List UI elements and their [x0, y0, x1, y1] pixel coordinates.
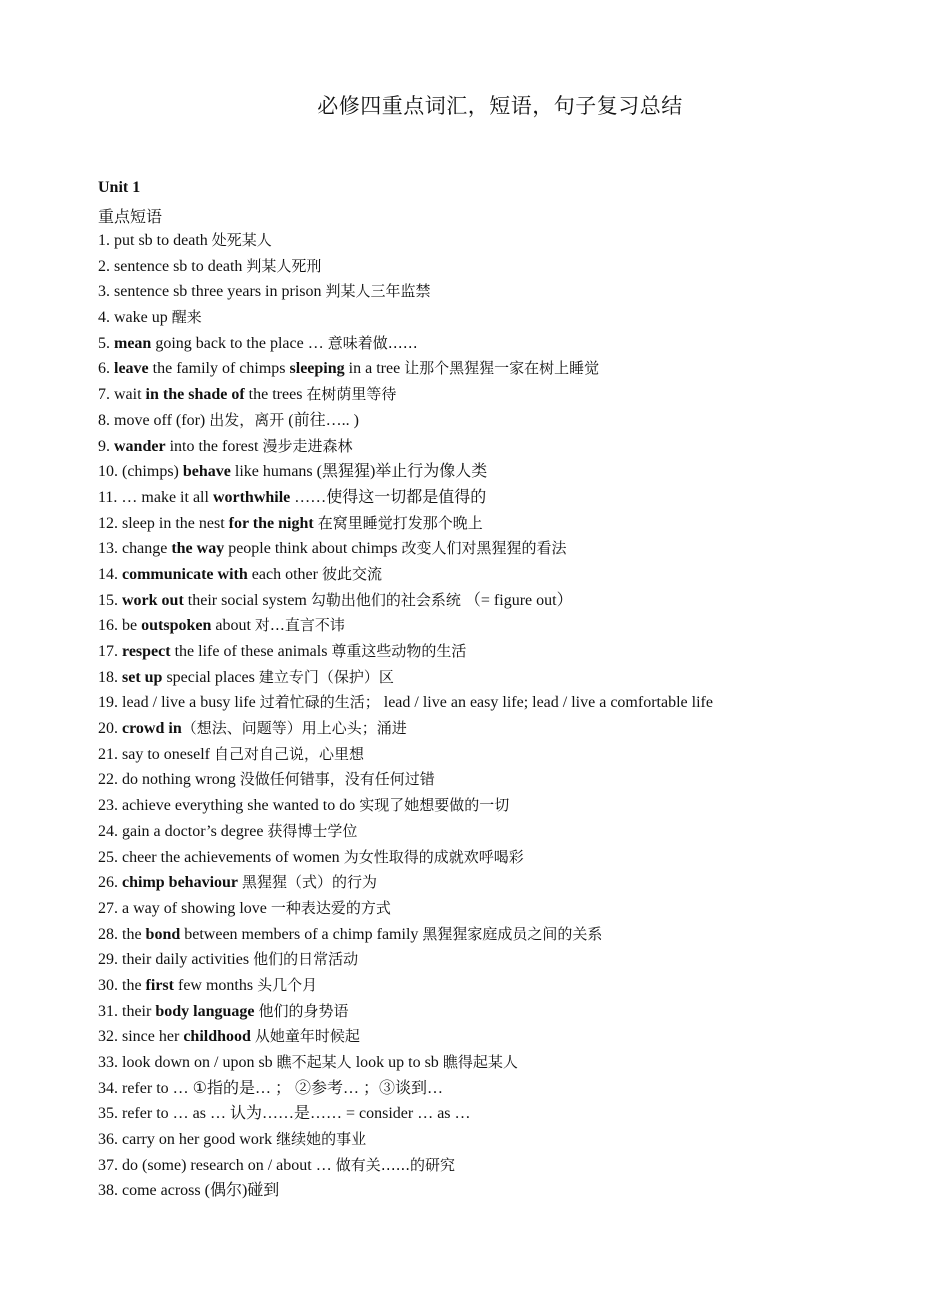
- phrase-text: 22. do nothing wrong: [98, 771, 240, 789]
- phrase-text: 26.: [98, 874, 122, 892]
- list-item: [98, 1127, 943, 1153]
- phrase-text: 漫步走进森林: [262, 436, 353, 455]
- bold-phrase: respect: [122, 643, 171, 660]
- list-item: [98, 485, 943, 511]
- phrase-text: 醒来: [171, 308, 202, 327]
- list-item: [98, 870, 943, 896]
- list-item: [98, 793, 943, 819]
- phrase-text: 15.: [98, 591, 122, 609]
- phrase-text: 7. wait: [98, 386, 146, 404]
- phrase-text: 一种表达爱的方式: [270, 898, 391, 917]
- phrase-text: （= figure out）: [460, 591, 573, 609]
- phrase-text: 6.: [98, 360, 114, 378]
- phrase-text: 29. their daily activities: [98, 951, 254, 969]
- phrase-text: 没做任何错事，没有任何过错: [239, 770, 435, 789]
- list-item: [98, 228, 943, 254]
- phrase-text: going back to the place …: [151, 334, 328, 352]
- bold-phrase: childhood: [183, 1028, 251, 1046]
- phrase-text: 4. wake up: [98, 309, 172, 327]
- phrase-text: 为女性取得的成就欢呼喝彩: [343, 847, 524, 866]
- phrase-text: 在树荫里等待: [306, 385, 397, 404]
- list-item: [98, 665, 943, 691]
- phrase-text: (前往….. ): [284, 411, 359, 429]
- bold-phrase: leave: [114, 360, 149, 378]
- phrase-text: 35. refer to … as … 认为……是…… = consider … as …: [98, 1105, 471, 1123]
- phrase-text: 5.: [98, 334, 114, 352]
- phrase-text: 30. the: [98, 976, 146, 994]
- phrase-text: look up to sb: [351, 1054, 443, 1071]
- list-item: [98, 1101, 943, 1127]
- phrase-text: 他们的身势语: [258, 1001, 349, 1020]
- phrase-text: 他们的日常活动: [253, 950, 359, 969]
- phrase-text: 建立专门（保护）区: [258, 667, 394, 686]
- phrase-text: 27. a way of showing love: [98, 899, 271, 917]
- phrase-text: 在窝里睡觉打发那个晚上: [317, 513, 483, 532]
- phrase-text: 1. put sb to death: [98, 232, 212, 249]
- list-item: [98, 690, 943, 716]
- bold-phrase: the way: [171, 540, 225, 558]
- list-item: [98, 845, 943, 871]
- phrase-text: 处死某人: [211, 231, 272, 249]
- phrase-text: 3. sentence sb three years in prison: [98, 283, 326, 301]
- phrase-text: 21. say to oneself: [98, 745, 214, 763]
- phrase-text: 28. the: [98, 925, 146, 943]
- phrase-text: 31. their: [98, 1002, 156, 1020]
- list-item: [98, 279, 943, 305]
- phrase-text: 瞧不起某人: [276, 1053, 352, 1071]
- document-title: 必修四重点词汇，短语，句子复习总结: [317, 94, 683, 118]
- phrase-text: 36. carry on her good work: [98, 1131, 277, 1149]
- phrase-text: 做有关…...的研究: [335, 1155, 456, 1174]
- phrase-text: 改变人们对黑猩猩的看法: [401, 539, 567, 558]
- bold-phrase: bond: [145, 925, 181, 943]
- phrase-text: the trees: [244, 386, 307, 404]
- list-item: [98, 973, 943, 999]
- list-item: [98, 1024, 943, 1050]
- phrase-text: between members of a chimp family: [180, 925, 423, 943]
- unit-heading: Unit 1: [98, 179, 141, 196]
- phrase-text: （想法、问题等）用上心头；涌进: [181, 719, 407, 738]
- phrase-text: ……使得这一切都是值得的: [290, 488, 487, 506]
- bold-phrase: communicate with: [122, 565, 248, 583]
- list-item: [98, 254, 943, 280]
- bold-phrase: crowd in: [122, 720, 182, 738]
- phrase-text: each other: [247, 565, 322, 583]
- list-item: [98, 408, 943, 434]
- list-item: [98, 922, 943, 948]
- phrase-text: 尊重这些动物的生活: [331, 642, 467, 660]
- phrase-text: like humans (黑猩猩)举止行为像人类: [230, 463, 488, 481]
- phrase-text: 黑猩猩（式）的行为: [242, 873, 378, 892]
- phrase-text: 实现了她想要做的一切: [359, 796, 510, 815]
- phrase-text: the family of chimps: [148, 360, 290, 378]
- phrase-text: 判某人死刑: [246, 256, 322, 275]
- phrase-text: 20.: [98, 720, 122, 738]
- list-item: [98, 434, 943, 460]
- phrase-text: their social system: [183, 591, 311, 609]
- phrase-text: 彼此交流: [321, 564, 382, 583]
- list-item: [98, 716, 943, 742]
- phrase-text: 意味着做……: [327, 333, 418, 352]
- phrase-text: 自己对自己说，心里想: [213, 744, 364, 763]
- list-item: [98, 999, 943, 1025]
- bold-phrase: sleeping: [289, 360, 345, 378]
- phrase-text: 出发，离开: [209, 410, 285, 429]
- phrase-text: 让那个黑猩猩一家在树上睡觉: [404, 359, 600, 378]
- bold-phrase: for the night: [228, 514, 314, 532]
- bold-phrase: worthwhile: [212, 488, 291, 506]
- phrase-text: 38. come across (偶尔)碰到: [98, 1182, 280, 1200]
- phrase-text: 12. sleep in the nest: [98, 514, 229, 532]
- bold-phrase: wander: [114, 437, 166, 455]
- phrase-text: about: [211, 617, 255, 635]
- list-item: [98, 613, 943, 639]
- list-item: [98, 819, 943, 845]
- phrase-text: 头几个月: [257, 975, 318, 994]
- list-item: [98, 331, 943, 357]
- list-item: [98, 1153, 943, 1179]
- bold-phrase: mean: [114, 334, 152, 352]
- list-item: [98, 1178, 943, 1204]
- list-item: [98, 536, 943, 562]
- section-heading: 重点短语: [98, 207, 163, 226]
- phrase-text: 25. cheer the achievements of women: [98, 848, 344, 866]
- phrase-list: [98, 228, 943, 1204]
- list-item: [98, 562, 943, 588]
- bold-phrase: outspoken: [141, 617, 212, 635]
- bold-phrase: body language: [155, 1002, 255, 1020]
- list-item: [98, 947, 943, 973]
- bold-phrase: set up: [122, 668, 163, 686]
- list-item: [98, 639, 943, 665]
- list-item: [98, 1050, 943, 1076]
- list-item: [98, 382, 943, 408]
- bold-phrase: behave: [182, 463, 231, 481]
- phrase-text: lead / live an easy life; lead / live a comfortable life: [379, 694, 713, 712]
- phrase-text: 继续她的事业: [276, 1130, 367, 1149]
- phrase-text: 33. look down on / upon sb: [98, 1054, 277, 1071]
- bold-phrase: chimp behaviour: [122, 874, 239, 892]
- list-item: [98, 742, 943, 768]
- phrase-text: 黑猩猩家庭成员之间的关系: [422, 924, 603, 943]
- list-item: [98, 588, 943, 614]
- phrase-text: 11. … make it all: [98, 488, 213, 506]
- phrase-text: special places: [162, 668, 259, 686]
- phrase-text: 瞧得起某人: [442, 1053, 518, 1071]
- bold-phrase: first: [145, 976, 174, 994]
- phrase-text: into the forest: [165, 437, 263, 455]
- list-item: [98, 511, 943, 537]
- phrase-text: 判某人三年监禁: [325, 282, 431, 301]
- list-item: [98, 356, 943, 382]
- phrase-text: 24. gain a doctor’s degree: [98, 822, 268, 840]
- phrase-text: 16. be: [98, 617, 142, 635]
- phrase-text: 19. lead / live a busy life: [98, 694, 260, 712]
- phrase-text: 9.: [98, 437, 114, 455]
- bold-phrase: work out: [122, 591, 184, 609]
- phrase-text: people think about chimps: [224, 540, 402, 558]
- phrase-text: in a tree: [344, 360, 405, 378]
- phrase-text: 13. change: [98, 540, 172, 558]
- phrase-text: 10. (chimps): [98, 463, 183, 481]
- phrase-text: 2. sentence sb to death: [98, 257, 247, 275]
- list-item: [98, 1076, 943, 1102]
- phrase-text: 14.: [98, 565, 122, 583]
- phrase-text: 过着忙碌的生活；: [259, 693, 380, 712]
- phrase-text: 勾勒出他们的社会系统: [310, 590, 461, 609]
- phrase-text: 34. refer to … ①指的是… ； ②参考… ；③谈到…: [98, 1079, 443, 1097]
- list-item: [98, 459, 943, 485]
- phrase-text: 23. achieve everything she wanted to do: [98, 797, 360, 815]
- phrase-text: 37. do (some) research on / about …: [98, 1156, 336, 1174]
- phrase-text: 18.: [98, 668, 122, 686]
- phrase-text: 从她童年时候起: [254, 1027, 360, 1046]
- list-item: [98, 767, 943, 793]
- phrase-text: 17.: [98, 643, 122, 660]
- phrase-text: the life of these animals: [170, 643, 332, 660]
- list-item: [98, 305, 943, 331]
- bold-phrase: in the shade of: [145, 386, 245, 404]
- phrase-text: 获得博士学位: [267, 821, 358, 840]
- phrase-text: 对…直言不讳: [254, 616, 345, 635]
- phrase-text: 8. move off (for): [98, 411, 210, 429]
- list-item: [98, 896, 943, 922]
- phrase-text: few months: [173, 976, 258, 994]
- phrase-text: 32. since her: [98, 1028, 184, 1046]
